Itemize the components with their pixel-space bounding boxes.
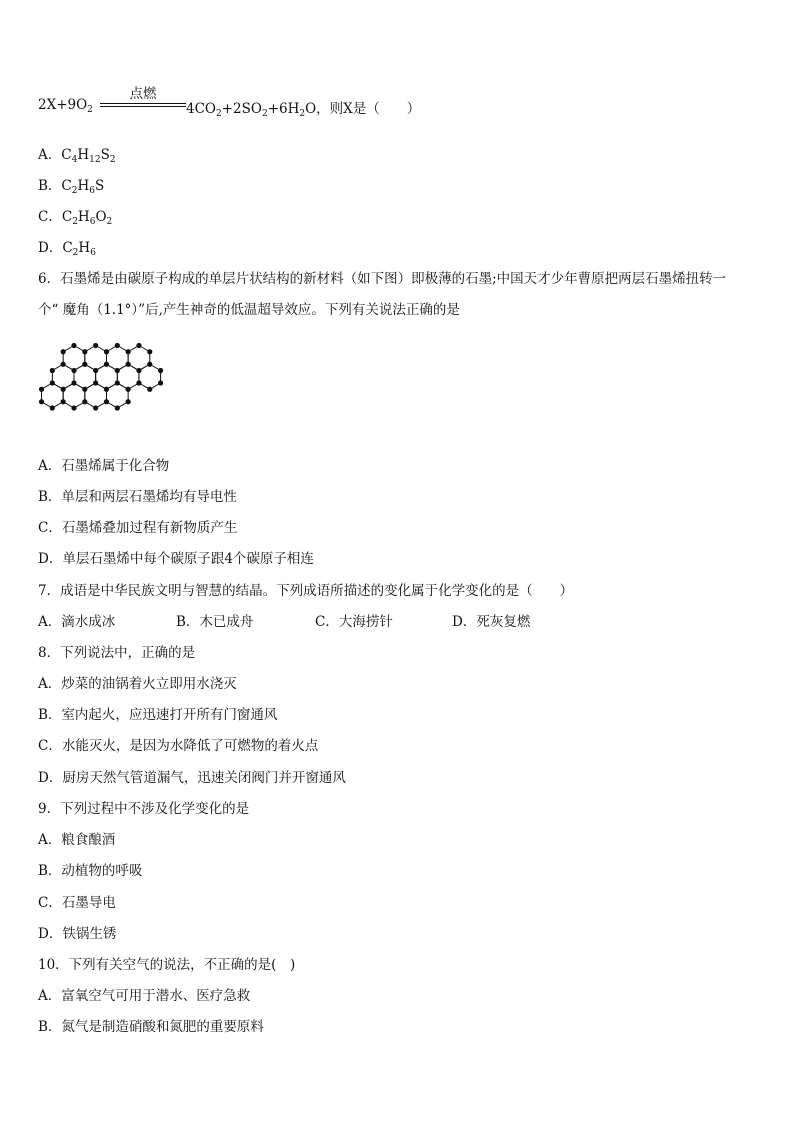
carbon-atom — [158, 380, 163, 385]
q8-option-d[interactable]: D．厨房天然气管道漏气，迅速关闭阀门并开窗通风 — [38, 770, 346, 786]
q5-option-c[interactable]: C．$C_2H_6O_2$ — [38, 209, 113, 227]
carbon-atom — [61, 399, 66, 404]
carbon-atom — [71, 405, 76, 410]
carbon-atom — [82, 362, 87, 367]
hexagon-ring — [85, 346, 107, 371]
hexagon-ring — [128, 346, 150, 371]
carbon-atom — [126, 362, 131, 367]
q7-option-c[interactable]: C．大海捞针 — [315, 614, 393, 630]
carbon-atom — [158, 368, 163, 373]
q10-option-b[interactable]: B．氮气是制造硝酸和氮肥的重要原料 — [38, 1019, 264, 1035]
carbon-atom — [71, 368, 76, 373]
carbon-atom — [136, 368, 141, 373]
q5-option-d[interactable]: D．$C_2H_6$ — [38, 240, 96, 258]
carbon-atom — [93, 380, 98, 385]
carbon-atom — [136, 343, 141, 348]
carbon-atom — [61, 387, 66, 392]
carbon-atom — [104, 387, 109, 392]
carbon-atom — [147, 349, 152, 354]
carbon-atom — [50, 380, 55, 385]
carbon-atom — [147, 362, 152, 367]
graphene-diagram — [34, 336, 180, 440]
q8-option-a[interactable]: A．炒菜的油锅着火立即用水浇灭 — [38, 676, 237, 692]
carbon-atom — [39, 399, 44, 404]
carbon-atom — [115, 405, 120, 410]
reaction-arrow — [100, 80, 186, 114]
carbon-atom — [61, 362, 66, 367]
q5-option-a[interactable]: A．$C_4H_{12}S_2$ — [38, 147, 116, 165]
q9-option-d[interactable]: D．铁锅生锈 — [38, 926, 117, 942]
q6-option-a[interactable]: A．石墨烯属于化合物 — [38, 458, 170, 474]
hexagon-ring — [117, 364, 139, 389]
carbon-atom — [82, 399, 87, 404]
hexagon-ring — [74, 364, 96, 389]
carbon-atom — [50, 405, 55, 410]
carbon-atom — [136, 380, 141, 385]
carbon-atom — [115, 380, 120, 385]
carbon-atom — [93, 368, 98, 373]
hexagon-ring — [52, 364, 74, 389]
equation-reactants: $2X+9O_2$ — [38, 97, 93, 115]
carbon-atom — [104, 399, 109, 404]
carbon-atom — [93, 343, 98, 348]
q7-option-b[interactable]: B．木已成舟 — [176, 614, 254, 630]
carbon-atom — [82, 349, 87, 354]
q6-option-c[interactable]: C．石墨烯叠加过程有新物质产生 — [38, 520, 238, 536]
hexagon-ring — [106, 383, 128, 408]
carbon-atom — [82, 387, 87, 392]
carbon-atom — [71, 380, 76, 385]
q9-stem: 9．下列过程中不涉及化学变化的是 — [38, 801, 250, 817]
carbon-atom — [126, 399, 131, 404]
q6-option-d[interactable]: D．单层石墨烯中每个碳原子跟4个碳原子相连 — [38, 551, 314, 567]
carbon-atom — [126, 349, 131, 354]
q6-stem-line1: 6．石墨烯是由碳原子构成的单层片状结构的新材料（如下图）即极薄的石墨;中国天才少年曹原把两层石墨烯扭转一 — [38, 271, 727, 287]
q5-option-b[interactable]: B．$C_2H_6S$ — [38, 178, 105, 196]
q6-option-b[interactable]: B．单层和两层石墨烯均有导电性 — [38, 489, 237, 505]
carbon-atom — [147, 387, 152, 392]
q7-option-a[interactable]: A．滴水成冰 — [38, 614, 116, 630]
reaction-condition: 点燃 — [129, 86, 157, 102]
carbon-atom — [93, 405, 98, 410]
q10-option-a[interactable]: A．富氧空气可用于潜水、医疗急救 — [38, 988, 251, 1004]
q8-stem: 8．下列说法中，正确的是 — [38, 645, 196, 661]
carbon-atom — [115, 343, 120, 348]
q7-stem: 7．成语是中华民族文明与智慧的结晶。下列成语所描述的变化属于化学变化的是（ ） — [38, 583, 574, 599]
q7-options — [38, 612, 598, 632]
equation-products: $4CO_2+2SO_2+6H_2O$，则X是（ ） — [186, 101, 421, 119]
hexagon-ring — [96, 364, 118, 389]
hexagon-ring — [106, 346, 128, 371]
carbon-atom — [71, 343, 76, 348]
carbon-atom — [104, 349, 109, 354]
hexagon-ring — [85, 383, 107, 408]
carbon-atom — [104, 362, 109, 367]
q7-option-d[interactable]: D．死灰复燃 — [452, 614, 531, 630]
hexagon-ring — [139, 364, 161, 389]
hexagon-ring — [42, 383, 64, 408]
carbon-atom — [50, 368, 55, 373]
q9-option-c[interactable]: C．石墨导电 — [38, 895, 116, 911]
carbon-atom — [115, 368, 120, 373]
carbon-atom — [61, 349, 66, 354]
q8-option-c[interactable]: C．水能灭火，是因为水降低了可燃物的着火点 — [38, 738, 319, 754]
hexagon-ring — [63, 346, 85, 371]
q8-option-b[interactable]: B．室内起火，应迅速打开所有门窗通风 — [38, 707, 278, 723]
carbon-atom — [39, 387, 44, 392]
q9-option-b[interactable]: B．动植物的呼吸 — [38, 863, 143, 879]
q10-stem: 10．下列有关空气的说法，不正确的是( ) — [38, 957, 296, 973]
hexagon-ring — [63, 383, 85, 408]
carbon-atom — [126, 387, 131, 392]
q6-stem-line2: 个“ 魔角（1.1°）”后,产生神奇的低温超导效应。下列有关说法正确的是 — [38, 302, 460, 318]
q9-option-a[interactable]: A．粮食酿酒 — [38, 832, 116, 848]
